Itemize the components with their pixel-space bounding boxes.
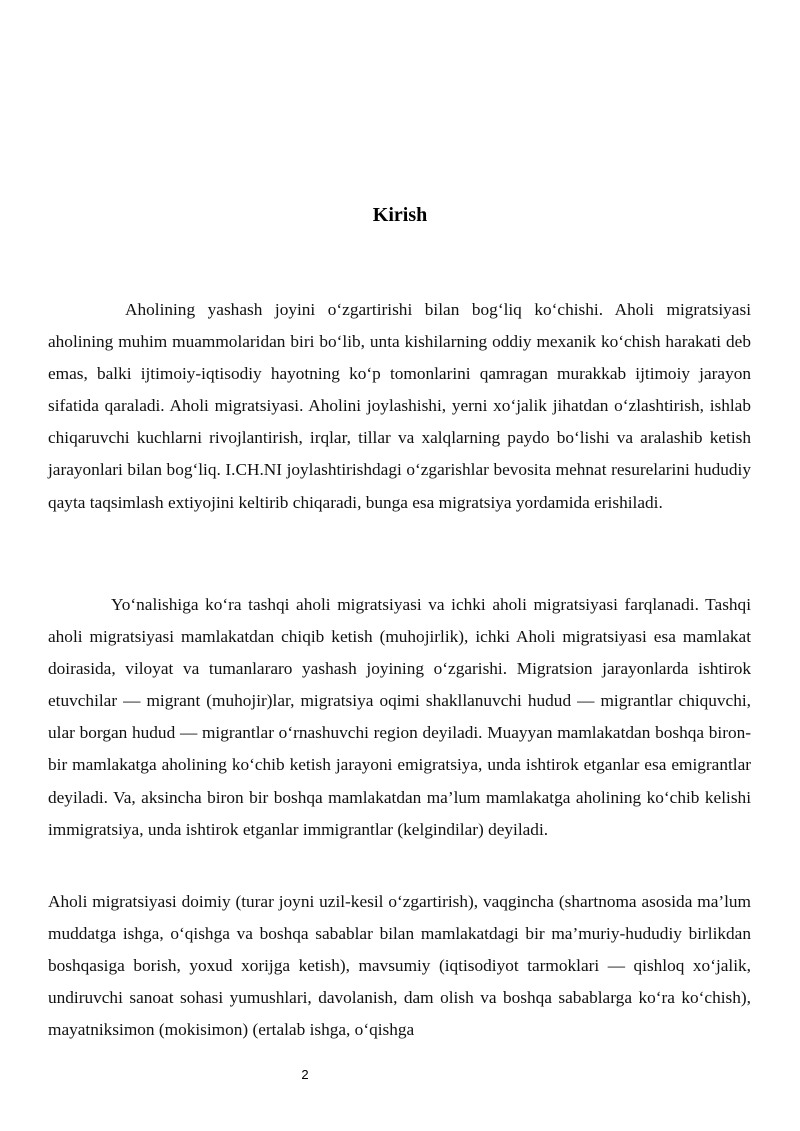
page-title: Kirish [372, 204, 428, 226]
paragraph-1: Aholining yashash joyini o‘zgartirishi bilan bog‘liq ko‘chishi. Aholi migratsiyasi aholining muhim muammolaridan biri bo‘lib, unta kishilarning oddiy mexanik ko‘chish harakati deb emas, balki ijtimoiy-iqtisodiy hayotning ko‘p tomonlarini qamragan murakkab ijtimoiy jarayon sifatida qaraladi. Aholi migratsiyasi. Aholini joylashishi, yerni xo‘jalik jihatdan o‘zlashtirish, ishlab chiqaruvchi kuchlarni rivojlantirish, irqlar, tillar va xalqlarning paydo bo‘lishi va aralashib ketish jarayonlari bilan bog‘liq. I.CH.NI joylashtirishdagi o‘zgarishlar bevosita mehnat resurelarini hududiy qayta taqsimlash extiyojini keltirib chiqaradi, bunga esa migratsiya yordamida erishiladi. [48, 300, 751, 512]
paragraph-3: Aholi migratsiyasi doimiy (turar joyni uzil-kesil o‘zgartirish), vaqgincha (shartnoma asosida ma’lum muddatga ishga, o‘qishga va boshqa sabablar bilan mamlakatdagi bir ma’muriy-hududiy birlikdan boshqasiga borish, yoxud xorijga ketish), mavsumiy (iqtisodiyot tarmoklari — qishloq xo‘jalik, undiruvchi sanoat sohasi yumushlari, davolanish, dam olish va boshqa sabablarga ko‘ra ko‘chish), mayatniksimon (mokisimon) (ertalab ishga, o‘qishga [48, 892, 751, 1040]
paragraph-2: Yo‘nalishiga ko‘ra tashqi aholi migratsiyasi va ichki aholi migratsiyasi farqlanadi. Tashqi aholi migratsiyasi mamlakatdan chiqib ketish (muhojirlik), ichki Aholi migratsiyasi esa mamlakat doirasida, viloyat va tumanlararo yashash joyining o‘zgarishi. Migratsion jarayonlarda ishtirok etuvchilar — migrant (muhojir)lar, migratsiya oqimi shakllanuvchi hudud — migrantlar chiquvchi, ular borgan hudud — migrantlar o‘rnashuvchi region deyiladi. Muayyan mamlakatdan boshqa biron-bir mamlakatga aholining ko‘chib ketish jarayoni emigratsiya, unda ishtirok etganlar esa emigrantlar deyiladi. Va, aksincha biron bir boshqa mamlakatdan ma’lum mamlakatga aholining ko‘chib kelishi immigratsiya, unda ishtirok etganlar immigrantlar (kelgindilar) deyiladi. [48, 595, 751, 839]
page-number: 2 [301, 1067, 309, 1082]
